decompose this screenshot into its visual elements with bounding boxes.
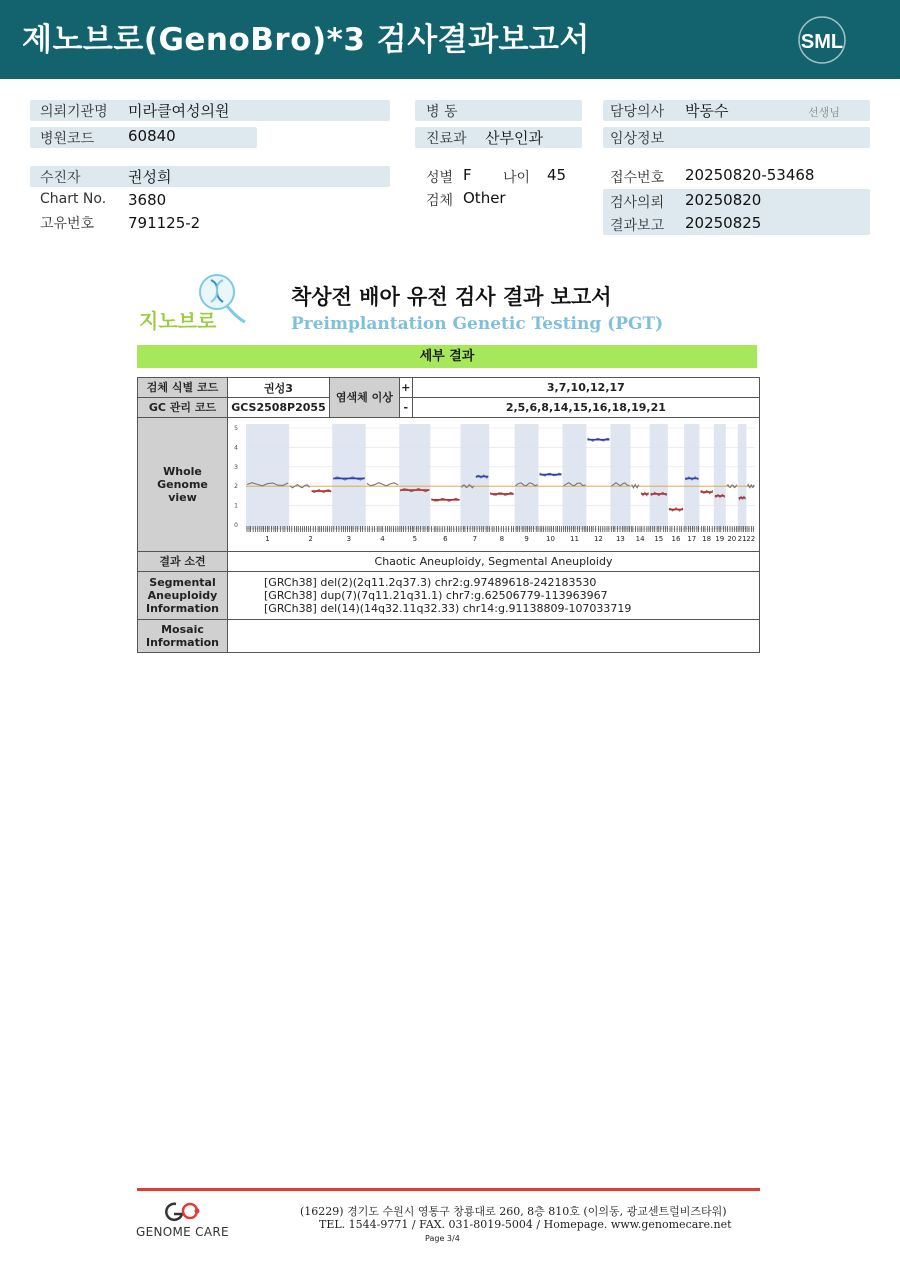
specimen-value: Other xyxy=(463,189,506,207)
y-tick-label: 2 xyxy=(234,483,238,491)
clinical-label: 임상정보 xyxy=(610,131,665,147)
sml-logo xyxy=(793,14,851,66)
patient-value: 권성희 xyxy=(128,168,172,186)
chromosome-band xyxy=(515,424,539,529)
chromosome-label: 19 xyxy=(715,535,725,543)
request-value: 20250820 xyxy=(685,191,762,209)
segmental-line: [GRCh38] del(2)(2q11.2q37.3) chr2:g.97489618-242183530 xyxy=(264,576,597,589)
hospital-code-value: 60840 xyxy=(128,127,176,145)
chromosome-label: 18 xyxy=(702,535,712,543)
genome-care-brand: GENOME CARE xyxy=(136,1225,229,1239)
footer-contact: TEL. 1544-9771 / FAX. 031-8019-5004 / Homepage. www.genomecare.net xyxy=(319,1218,732,1231)
age-label: 나이 xyxy=(503,170,531,186)
chromosome-label: 1 xyxy=(265,535,270,543)
y-tick-label: 4 xyxy=(234,444,238,452)
chromosome-label: 20 xyxy=(727,535,737,543)
specimen-label: 검체 xyxy=(426,193,454,209)
whole-genome-chart xyxy=(228,418,759,548)
specimen-code-label: 검체 식별 코드 xyxy=(138,378,228,398)
sex-value: F xyxy=(463,166,472,184)
chromosome-label: 8 xyxy=(499,535,505,543)
detail-result-bar xyxy=(137,345,757,368)
chromosome-band xyxy=(246,424,289,529)
copy-number-trace xyxy=(367,483,399,486)
doctor-value: 박동수 xyxy=(685,102,729,120)
segmental-line: [GRCh38] del(14)(14q32.11q32.33) chr14:g.91138809-107033719 xyxy=(264,602,632,615)
id-label: 고유번호 xyxy=(40,216,95,232)
chromosome-abnormal-label: 염색체 이상 xyxy=(329,378,399,418)
chromosome-band xyxy=(399,424,430,529)
copy-number-trace xyxy=(747,485,754,488)
report-label: 결과보고 xyxy=(610,218,665,234)
section-title: 세부 결과 xyxy=(419,349,475,364)
segmental-info xyxy=(228,572,760,620)
chromosome-label: 16 xyxy=(671,535,681,543)
chromosome-label: 3 xyxy=(346,535,352,543)
patient-label: 수진자 xyxy=(40,170,81,186)
report-header xyxy=(0,0,900,79)
chromosome-label: 2 xyxy=(308,535,313,543)
chart-label: Chart No. xyxy=(40,191,107,207)
dept-label: 진료과 xyxy=(426,131,467,147)
report-title: 제노브로(GenoBro)*3 검사결과보고서 xyxy=(22,22,590,58)
mosaic-value xyxy=(228,620,760,653)
genome-view-cell xyxy=(228,418,760,552)
chromosome-label: 11 xyxy=(570,535,579,543)
chromosome-band xyxy=(738,424,747,529)
plus-sign: + xyxy=(399,378,412,398)
client-label: 의뢰기관명 xyxy=(40,104,108,120)
gc-code-label: GC 관리 코드 xyxy=(138,398,228,418)
result-value: Chaotic Aneuploidy, Segmental Aneuploidy xyxy=(228,552,760,572)
genobro-logo xyxy=(137,272,249,334)
segmental-line: [GRCh38] dup(7)(7q11.21q31.1) chr7:g.62506779-113963967 xyxy=(264,589,608,602)
genome-care-logo xyxy=(160,1200,204,1222)
result-table xyxy=(137,377,760,653)
segmental-label: Segmental Aneuploidy Information xyxy=(138,572,228,620)
chromosome-label: 15 xyxy=(654,535,664,543)
pgt-title-english: Preimplantation Genetic Testing (PGT) xyxy=(291,314,664,334)
y-tick-label: 5 xyxy=(234,425,238,432)
chromosome-label: 17 xyxy=(687,535,697,543)
specimen-code-value: 권성3 xyxy=(228,378,330,398)
gain-chromosomes: 3,7,10,12,17 xyxy=(412,378,759,398)
chromosome-band xyxy=(563,424,587,529)
y-tick-label: 0 xyxy=(234,522,238,529)
page-number: Page 3/4 xyxy=(425,1234,460,1243)
sex-label: 성별 xyxy=(426,170,454,186)
chromosome-label: 21 xyxy=(737,535,747,543)
chromosome-label: 9 xyxy=(524,535,529,543)
loss-chromosomes: 2,5,6,8,14,15,16,18,19,21 xyxy=(412,398,759,418)
svg-text:SML: SML xyxy=(800,31,844,53)
chromosome-label: 14 xyxy=(635,535,645,543)
chromosome-label: 10 xyxy=(546,535,555,543)
y-tick-label: 3 xyxy=(234,463,238,471)
chromosome-band xyxy=(684,424,699,529)
y-tick-label: 1 xyxy=(234,502,238,510)
genome-view-label: Whole Genome view xyxy=(138,418,228,552)
gc-code-value: GCS2508P2055 xyxy=(228,398,330,418)
copy-number-trace xyxy=(727,485,737,488)
chromosome-label: 6 xyxy=(443,535,448,543)
chromosome-band xyxy=(610,424,630,529)
id-value: 791125-2 xyxy=(128,214,201,232)
hospital-code-label: 병원코드 xyxy=(40,131,95,147)
ward-label: 병 동 xyxy=(426,104,458,120)
receipt-value: 20250820-53468 xyxy=(685,166,815,184)
chromosome-label: 5 xyxy=(412,535,418,543)
chromosome-label: 4 xyxy=(380,535,385,543)
report-value: 20250825 xyxy=(685,214,762,232)
result-label: 결과 소견 xyxy=(138,552,228,572)
chromosome-label: 22 xyxy=(746,535,756,543)
doctor-label: 담당의사 xyxy=(610,104,665,120)
mosaic-label: Mosaic Information xyxy=(138,620,228,653)
doctor-suffix: 선생님 xyxy=(808,106,840,119)
chromosome-band xyxy=(714,424,726,529)
dept-value: 산부인과 xyxy=(485,129,543,147)
request-label: 검사의뢰 xyxy=(610,195,665,211)
chromosome-label: 7 xyxy=(472,535,478,543)
receipt-label: 접수번호 xyxy=(610,170,665,186)
minus-sign: - xyxy=(399,398,412,418)
pgt-title-korean: 착상전 배아 유전 검사 결과 보고서 xyxy=(291,285,612,309)
chart-value: 3680 xyxy=(128,191,167,209)
footer-address: (16229) 경기도 수원시 영통구 창룡대로 260, 8층 810호 (이의동, 광교센트럴비즈타워) xyxy=(300,1205,727,1218)
chromosome-label: 12 xyxy=(593,535,603,543)
footer-divider xyxy=(137,1188,760,1191)
patient-bar xyxy=(30,166,390,187)
chromosome-label: 13 xyxy=(615,535,625,543)
chromosome-band xyxy=(650,424,668,529)
client-value: 미라클여성의원 xyxy=(128,102,230,120)
age-value: 45 xyxy=(547,166,567,184)
svg-text:지노브로: 지노브로 xyxy=(139,309,217,333)
